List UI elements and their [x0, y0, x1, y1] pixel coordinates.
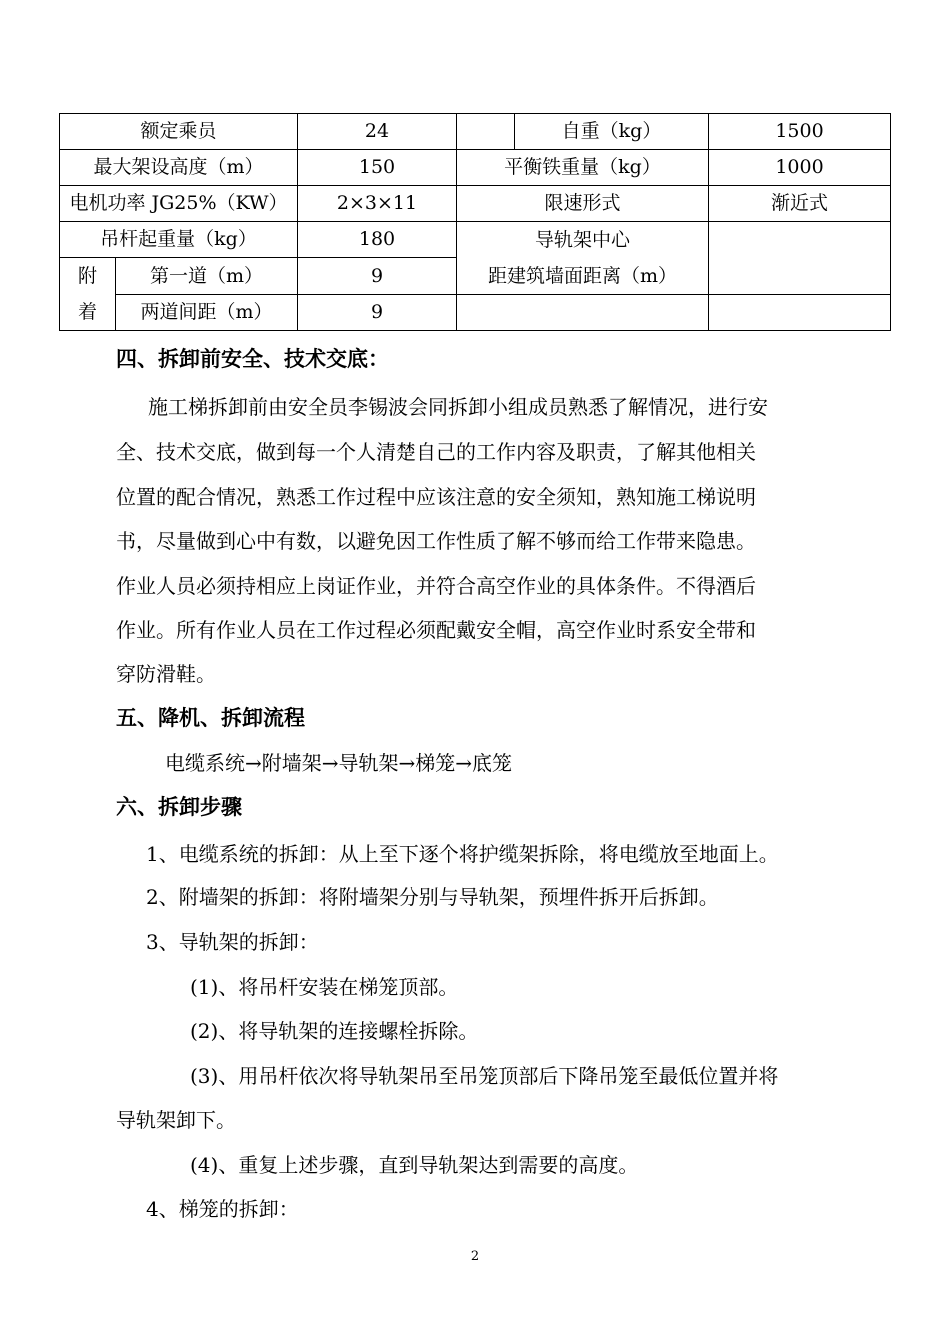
cell-counterweight-label: 平衡铁重量（kg） [457, 150, 709, 186]
s6-sub-1: (1)、将吊杆安装在梯笼顶部。 [190, 975, 459, 999]
section-6-title: 六、拆卸步骤 [116, 794, 242, 819]
cell-motor-power-value: 2×3×11 [298, 186, 457, 222]
s5-flow: 电缆系统→附墙架→导轨架→梯笼→底笼 [165, 751, 513, 775]
cell-rated-passengers-value: 24 [298, 114, 457, 150]
cell-self-weight-value: 1500 [709, 114, 891, 150]
s6-step-1: 1、电缆系统的拆卸：从上至下逐个将护缆架拆除，将电缆放至地面上。 [146, 842, 779, 866]
s4-line-4: 书，尽量做到心中有数，以避免因工作性质了解不够而给工作带来隐患。 [116, 529, 756, 553]
s6-sub-3-line-1: (3)、用吊杆依次将导轨架吊至吊笼顶部后下降吊笼至最低位置并将 [190, 1064, 779, 1088]
page-number: 2 [470, 1249, 480, 1264]
table-row [60, 186, 891, 222]
rail-distance-line1: 导轨架中心 [535, 229, 631, 251]
s6-sub-2: (2)、将导轨架的连接螺栓拆除。 [190, 1019, 479, 1043]
table-row [60, 222, 891, 258]
rail-distance-line2: 距建筑墙面距离（m） [488, 265, 678, 287]
cell-attach-spacing-label: 两道间距（m） [116, 295, 298, 331]
cell-attachment-label [60, 258, 116, 331]
s4-line-2: 全、技术交底，做到每一个人清楚自己的工作内容及职责，了解其他相关 [116, 440, 756, 464]
s4-line-5: 作业人员必须持相应上岗证作业，并符合高空作业的具体条件。不得酒后 [116, 574, 756, 598]
cell-empty [457, 295, 709, 331]
table-row [60, 114, 891, 150]
s4-line-1: 施工梯拆卸前由安全员李锡波会同拆卸小组成员熟悉了解情况，进行安 [148, 395, 768, 419]
cell-attach-spacing-value: 9 [298, 295, 457, 331]
cell-first-attach-value: 9 [298, 258, 457, 295]
cell-counterweight-value: 1000 [709, 150, 891, 186]
s6-step-2: 2、附墙架的拆卸：将附墙架分别与导轨架，预埋件拆开后拆卸。 [146, 885, 719, 909]
attachment-char-2: 着 [77, 301, 97, 323]
s6-sub-3-line-2: 导轨架卸下。 [116, 1108, 236, 1132]
cell-speed-limit-value: 渐近式 [709, 186, 891, 222]
table-row [60, 150, 891, 186]
cell-first-attach-label: 第一道（m） [116, 258, 298, 295]
table-row [60, 295, 891, 331]
s4-line-6: 作业。所有作业人员在工作过程必须配戴安全帽，高空作业时系安全带和 [116, 618, 756, 642]
section-4-title: 四、拆卸前安全、技术交底： [116, 346, 389, 371]
s6-step-4: 4、梯笼的拆卸： [146, 1197, 299, 1221]
cell-rail-distance-value [709, 222, 891, 295]
cell-boom-capacity-value: 180 [298, 222, 457, 258]
s6-sub-4: (4)、重复上述步骤，直到导轨架达到需要的高度。 [190, 1153, 639, 1177]
cell-empty [709, 295, 891, 331]
cell-speed-limit-label: 限速形式 [457, 186, 709, 222]
cell-motor-power-label: 电机功率 JG25%（KW） [60, 186, 298, 222]
cell-self-weight-label: 自重（kg） [515, 114, 709, 150]
cell-rated-passengers-label: 额定乘员 [60, 114, 298, 150]
cell-max-height-label: 最大架设高度（m） [60, 150, 298, 186]
s6-step-3: 3、导轨架的拆卸： [146, 930, 319, 954]
s4-line-3: 位置的配合情况，熟悉工作过程中应该注意的安全须知，熟知施工梯说明 [116, 485, 756, 509]
cell-boom-capacity-label: 吊杆起重量（kg） [60, 222, 298, 258]
spec-table [59, 113, 891, 331]
cell-empty [457, 114, 515, 150]
cell-rail-distance-label [457, 222, 709, 295]
section-5-title: 五、降机、拆卸流程 [116, 705, 305, 730]
attachment-char-1: 附 [77, 265, 97, 287]
cell-max-height-value: 150 [298, 150, 457, 186]
s4-line-7: 穿防滑鞋。 [116, 662, 216, 686]
